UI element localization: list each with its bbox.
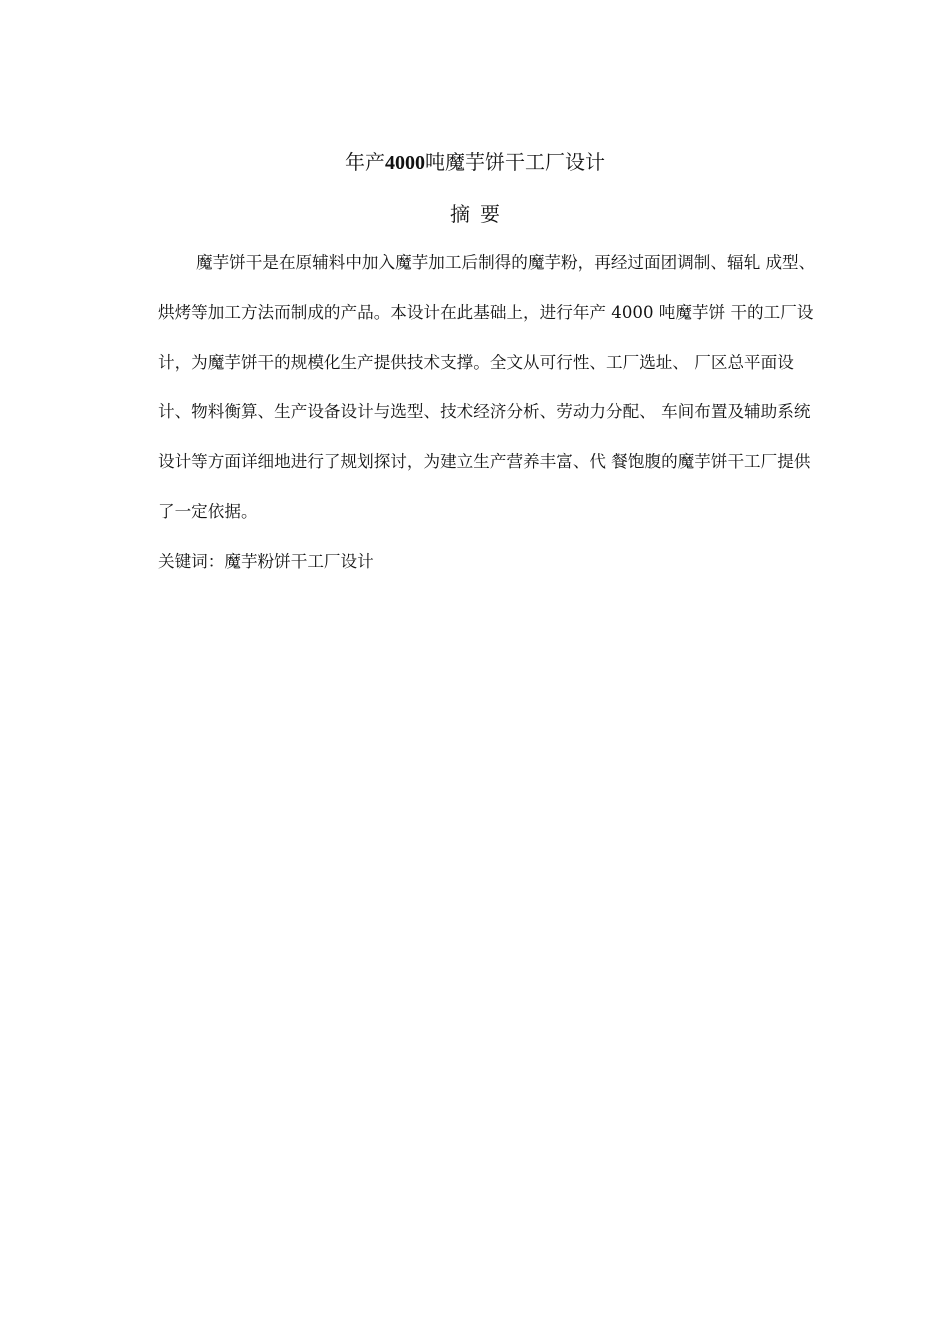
title-prefix: 年产 (345, 150, 385, 174)
abstract-line: 计、物料衡算、生产设备设计与选型、技术经济分析、劳动力分配、 车间布置及辅助系统 (158, 402, 811, 421)
abstract-line: 计，为魔芋饼干的规模化生产提供技术支撑。全文从可行性、工厂选址、 厂区总平面设 (158, 353, 794, 372)
abstract-heading: 摘要 (450, 202, 510, 226)
abstract-line: 魔芋饼干是在原辅料中加入魔芋加工后制得的魔芋粉，再经过面团调制、辐轧 成型、 (196, 253, 816, 272)
title-suffix: 吨魔芋饼干工厂设计 (425, 150, 605, 174)
abstract-line: 烘烤等加工方法而制成的产品。本设计在此基础上，进行年产 4000 吨魔芋饼 干的工厂设 (158, 303, 814, 322)
title-number: 4000 (385, 152, 425, 174)
abstract-line: 设计等方面详细地进行了规划探讨，为建立生产营养丰富、代 餐饱腹的魔芋饼干工厂提供 (158, 452, 811, 471)
keywords: 关键词：魔芋粉饼干工厂设计 (158, 552, 374, 571)
document-title (0, 146, 950, 175)
abstract-line: 了一定依据。 (158, 502, 258, 521)
